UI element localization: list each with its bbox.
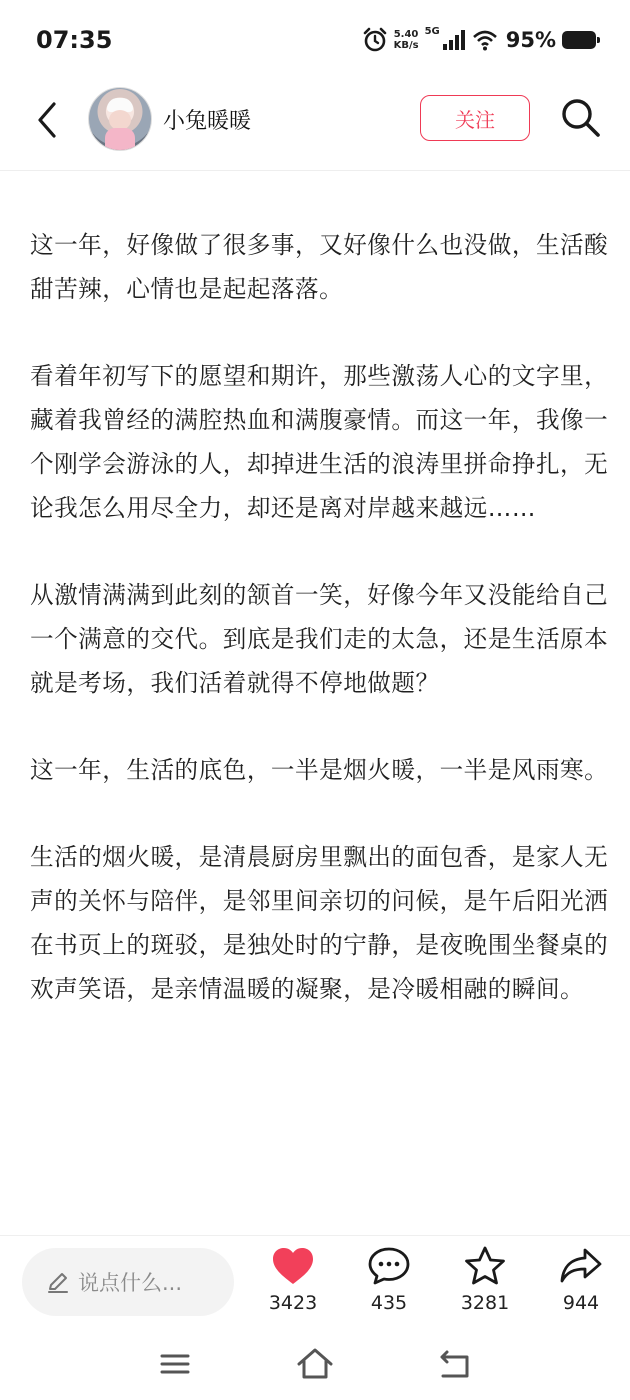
like-count: 3423 xyxy=(268,1292,318,1314)
pencil-icon xyxy=(46,1270,70,1294)
signal-icon xyxy=(442,29,466,51)
status-indicators xyxy=(362,24,596,56)
alarm-icon xyxy=(362,27,388,53)
battery-icon xyxy=(562,31,596,49)
comment-button[interactable] xyxy=(349,1246,429,1326)
system-nav-bar xyxy=(0,1330,630,1400)
avatar[interactable] xyxy=(88,87,152,151)
back-icon xyxy=(433,1344,477,1384)
search-button[interactable] xyxy=(558,96,602,140)
status-bar xyxy=(0,0,630,80)
paragraph: 生活的烟火暖，是清晨厨房里飘出的面包香，是家人无声的关怀与陪伴，是邻里间亲切的问候，是午后阳光洒在书页上的斑驳，是独处时的宁静，是夜晚围坐餐桌的欢声笑语，是亲情温暖的凝聚，是冷暖相融的瞬间。 xyxy=(30,843,609,1003)
home-icon xyxy=(293,1344,337,1384)
bottom-action-bar xyxy=(0,1235,630,1331)
chevron-left-icon xyxy=(28,100,68,140)
paragraph: 这一年，好像做了很多事，又好像什么也没做，生活酸甜苦辣，心情也是起起落落。 xyxy=(30,231,609,303)
like-button[interactable] xyxy=(253,1246,333,1326)
paragraph: 这一年，生活的底色，一半是烟火暖，一半是风雨寒。 xyxy=(30,756,609,784)
paragraph: 从激情满满到此刻的颔首一笑，好像今年又没能给自己一个满意的交代。到底是我们走的太急，还是生活原本就是考场，我们活着就得不停地做题？ xyxy=(30,581,609,697)
share-icon xyxy=(559,1246,603,1286)
net-speed-value: 5.40 xyxy=(393,29,419,40)
comment-input[interactable] xyxy=(22,1248,234,1316)
network-type: 5G xyxy=(424,26,440,37)
post-header xyxy=(0,80,630,171)
search-icon xyxy=(558,96,602,140)
star-icon xyxy=(463,1246,507,1286)
back-nav-button[interactable] xyxy=(433,1344,477,1384)
favorite-button[interactable] xyxy=(445,1246,525,1326)
home-button[interactable] xyxy=(293,1344,337,1384)
status-time: 07:35 xyxy=(36,26,113,54)
menu-button[interactable] xyxy=(153,1344,197,1384)
favorite-count: 3281 xyxy=(460,1292,510,1314)
follow-button[interactable]: 关注 xyxy=(420,95,530,141)
paragraph: 看着年初写下的愿望和期许，那些激荡人心的文字里，藏着我曾经的满腔热血和满腹豪情。而这一年，我像一个刚学会游泳的人，却掉进生活的浪涛里拼命挣扎，无论我怎么用尽全力，却还是离对岸越来越远…… xyxy=(30,362,609,522)
comment-icon xyxy=(367,1246,411,1286)
wifi-icon xyxy=(472,29,498,51)
net-speed xyxy=(394,29,419,51)
back-button[interactable] xyxy=(28,100,68,140)
share-count: 944 xyxy=(562,1292,600,1314)
menu-icon xyxy=(153,1344,197,1384)
comment-placeholder: 说点什么... xyxy=(78,1271,183,1295)
article-body xyxy=(30,223,610,1054)
battery-percent: 95% xyxy=(505,28,556,52)
share-button[interactable] xyxy=(541,1246,621,1326)
comment-count: 435 xyxy=(370,1292,408,1314)
user-name[interactable]: 小兔暖暖 xyxy=(163,109,252,134)
heart-icon xyxy=(271,1246,315,1286)
net-speed-unit: KB/s xyxy=(393,40,419,51)
